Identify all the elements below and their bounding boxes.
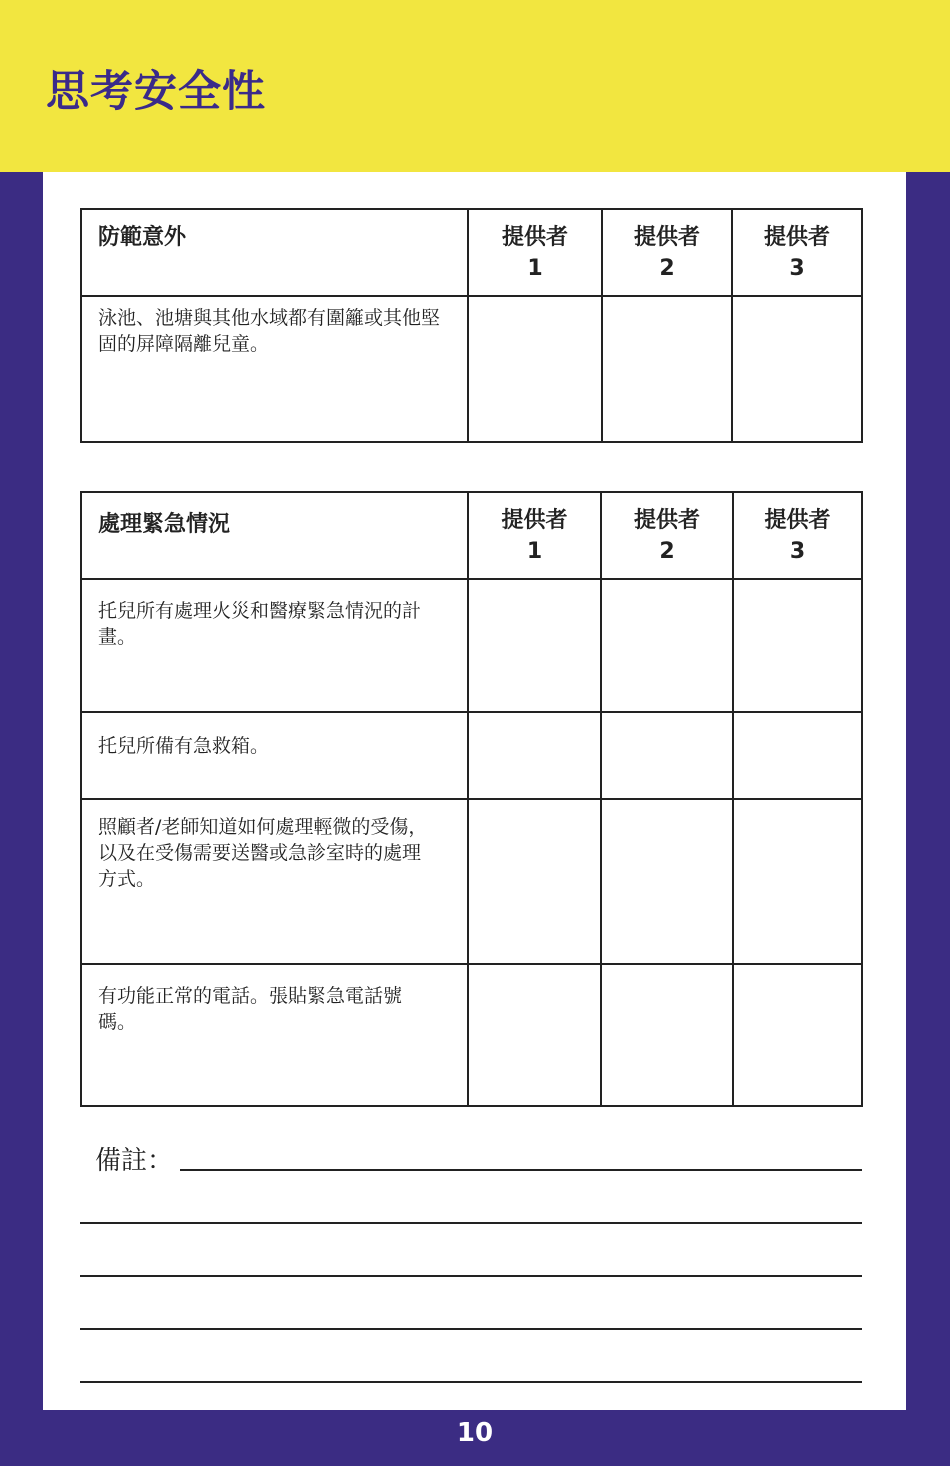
provider-2-header: 提供者 2 (602, 209, 732, 296)
table-row (81, 712, 862, 799)
provider-2-cell[interactable] (601, 964, 733, 1106)
notes-line[interactable] (80, 1381, 862, 1383)
accident-prevention-table (80, 208, 863, 443)
notes-line[interactable] (80, 1328, 862, 1330)
page-title: 思考安全性 (46, 67, 266, 117)
table-row (81, 579, 862, 712)
row-criterion: 托兒所備有急救箱。 (81, 712, 468, 799)
emergency-handling-table (80, 491, 863, 1107)
table-heading: 處理緊急情況 (81, 492, 468, 579)
notes-line[interactable] (80, 1222, 862, 1224)
row-criterion: 照顧者/老師知道如何處理輕微的受傷，以及在受傷需要送醫或急診室時的處理方式。 (81, 799, 468, 964)
provider-2-header: 提供者 2 (601, 492, 733, 579)
notes-label: 備註： (95, 1146, 174, 1176)
provider-2-cell[interactable] (602, 296, 732, 442)
provider-1-cell[interactable] (468, 964, 601, 1106)
provider-1-cell[interactable] (468, 799, 601, 964)
header-band (0, 0, 950, 172)
page-number: 10 (456, 1418, 494, 1448)
provider-1-cell[interactable] (468, 712, 601, 799)
table-row (81, 799, 862, 964)
provider-3-header: 提供者 3 (732, 209, 862, 296)
provider-2-cell[interactable] (601, 579, 733, 712)
notes-line[interactable] (80, 1275, 862, 1277)
row-criterion: 有功能正常的電話。張貼緊急電話號碼。 (81, 964, 468, 1106)
provider-3-cell[interactable] (733, 799, 862, 964)
provider-1-cell[interactable] (468, 296, 602, 442)
provider-3-cell[interactable] (732, 296, 862, 442)
table-row (81, 964, 862, 1106)
table-heading: 防範意外 (81, 209, 468, 296)
provider-1-header: 提供者 1 (468, 492, 601, 579)
row-criterion: 托兒所有處理火災和醫療緊急情況的計畫。 (81, 579, 468, 712)
notes-line[interactable] (180, 1169, 862, 1171)
provider-3-cell[interactable] (733, 712, 862, 799)
row-criterion: 泳池、池塘與其他水域都有圍籬或其他堅固的屏障隔離兒童。 (81, 296, 468, 442)
table-row (81, 296, 862, 442)
provider-3-cell[interactable] (733, 964, 862, 1106)
provider-1-header: 提供者 1 (468, 209, 602, 296)
provider-2-cell[interactable] (601, 799, 733, 964)
provider-1-cell[interactable] (468, 579, 601, 712)
provider-3-header: 提供者 3 (733, 492, 862, 579)
provider-3-cell[interactable] (733, 579, 862, 712)
provider-2-cell[interactable] (601, 712, 733, 799)
